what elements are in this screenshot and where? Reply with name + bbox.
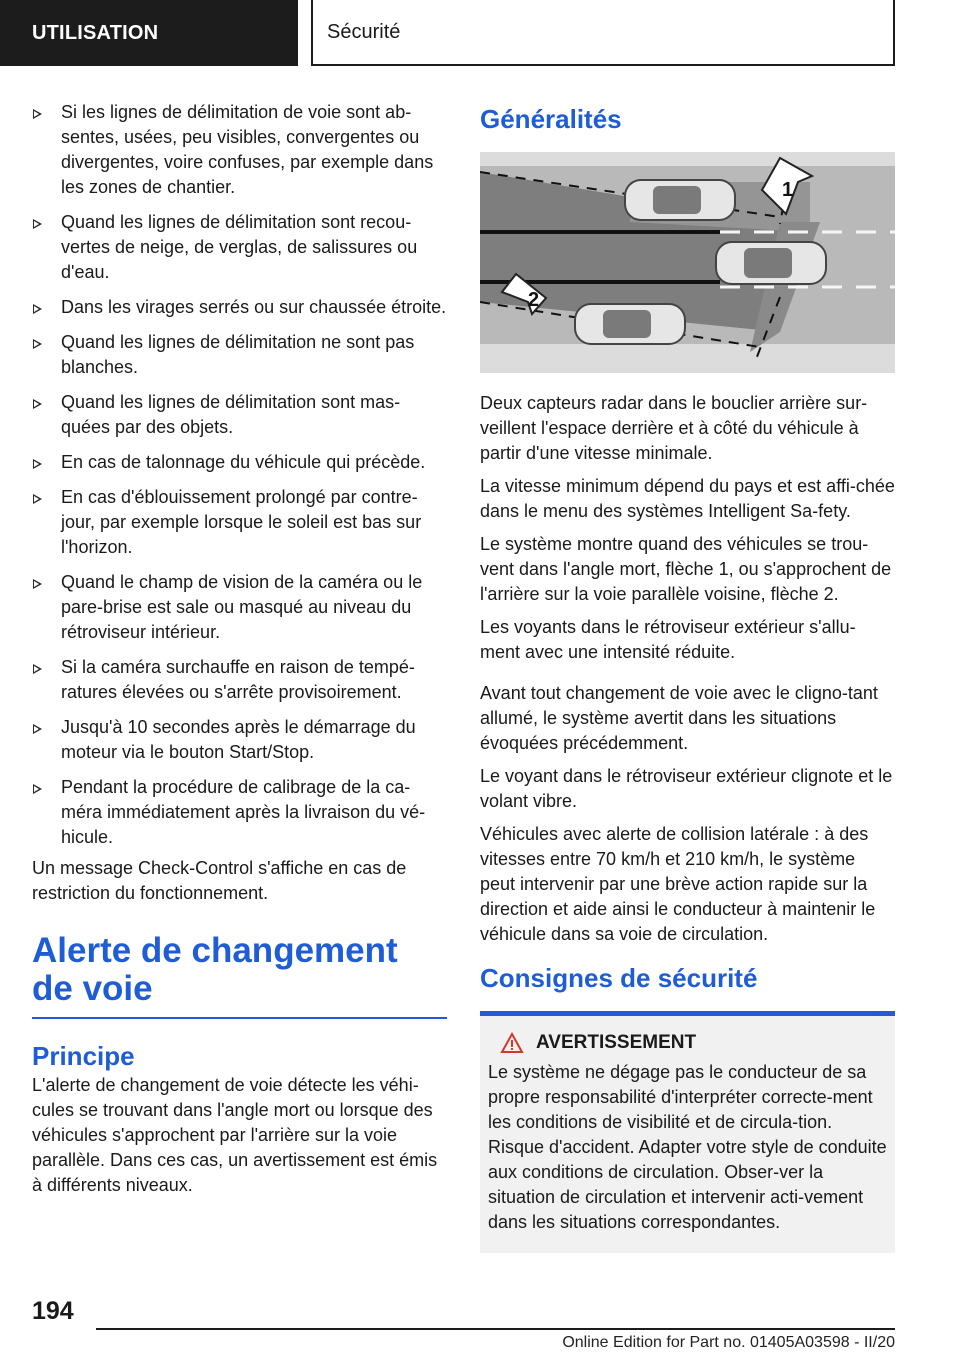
list-item: Quand les lignes de délimitation ne sont pas blanches.	[32, 330, 447, 380]
arrow-2-label: 2	[528, 289, 540, 311]
list-item: Si la caméra surchauffe en raison de tempé-ratures élevées ou s'arrête provisoirement.	[32, 655, 447, 705]
paragraph: Avant tout changement de voie avec le cligno-tant allumé, le système avertit dans les situations évoquées précédemment.	[480, 683, 878, 753]
subheading-generalites: Généralités	[480, 104, 622, 134]
warning-text: Le système ne dégage pas le conducteur de sa propre responsabilité d'interpréter correcte-ment les conditions de visibilité et de circula-tion. Risque d'accident. Adapter votre style de conduite aux conditions de circulation. Obser-ver la situation de circulation et intervenir acti-vement dans les situations correspondantes.	[488, 1062, 887, 1232]
road-diagram	[480, 152, 895, 373]
bullet-triangle-icon	[33, 459, 42, 469]
left-column	[32, 100, 447, 1206]
paragraph: Les voyants dans le rétroviseur extérieur s'allu-ment avec une intensité réduite.	[480, 617, 856, 662]
subheading-principe: Principe	[32, 1041, 135, 1071]
limitation-list	[32, 100, 447, 850]
warning-box	[480, 1016, 895, 1253]
page-header	[0, 0, 960, 66]
page-number: 194	[32, 1297, 74, 1325]
warning-title: AVERTISSEMENT	[536, 1032, 697, 1053]
principe-text: L'alerte de changement de voie détecte les véhi-cules se trouvant dans l'angle mort ou lorsque des véhicules s'approchent par l'arrière sur la voie parallèle. Dans ces cas, un avertissement est émis à différents niveaux.	[32, 1075, 438, 1195]
paragraph: Le voyant dans le rétroviseur extérieur clignote et le volant vibre.	[480, 766, 893, 811]
bullet-triangle-icon	[33, 399, 42, 409]
warning-triangle-icon	[500, 1032, 524, 1054]
warning-header	[488, 1030, 887, 1056]
list-item: Dans les virages serrés ou sur chaussée étroite.	[32, 295, 447, 320]
section-tab[interactable]: UTILISATION	[0, 0, 298, 66]
bullet-triangle-icon	[33, 109, 42, 119]
list-item: En cas de talonnage du véhicule qui précède.	[32, 450, 447, 475]
right-column	[480, 100, 895, 1253]
list-item: Quand les lignes de délimitation sont mas-quées par des objets.	[32, 390, 447, 440]
list-item: Si les lignes de délimitation de voie sont ab-sentes, usées, peu visibles, convergentes ou divergentes, voire confuses, par exemple dans les zones de chantier.	[32, 100, 447, 200]
car-approaching	[575, 304, 685, 344]
list-item: En cas d'éblouissement prolongé par contre-jour, par exemple lorsque le soleil est bas sur l'horizon.	[32, 485, 447, 560]
car-blind-spot	[625, 180, 735, 220]
bullet-triangle-icon	[33, 304, 42, 314]
lane-change-illustration	[480, 152, 895, 373]
paragraph: Véhicules avec alerte de collision latérale : à des vitesses entre 70 km/h et 210 km/h, le système peut intervenir par une brève action rapide sur la direction et aide ainsi le conducteur à maintenir le véhicule dans sa voie de circulation.	[480, 824, 876, 944]
bullet-triangle-icon	[33, 579, 42, 589]
paragraph: Deux capteurs radar dans le bouclier arrière sur-veillent l'espace derrière et à côté du véhicule à partir d'une vitesse minimale.	[480, 393, 868, 463]
car-own	[716, 242, 826, 284]
bullet-triangle-icon	[33, 664, 42, 674]
arrow-1-label: 1	[782, 179, 794, 201]
list-item: Jusqu'à 10 secondes après le démarrage du moteur via le bouton Start/Stop.	[32, 715, 447, 765]
chapter-tab[interactable]: Sécurité	[311, 0, 895, 66]
subheading-consignes: Consignes de sécurité	[480, 963, 895, 1016]
edition-note: Online Edition for Part no. 01405A03598 - II/20	[562, 1334, 895, 1351]
list-item: Quand le champ de vision de la caméra ou le pare-brise est sale ou masqué au niveau du rétroviseur intérieur.	[32, 570, 447, 645]
bullet-triangle-icon	[33, 784, 42, 794]
bullet-triangle-icon	[33, 494, 42, 504]
bullet-triangle-icon	[33, 339, 42, 349]
paragraph: Le système montre quand des véhicules se trou-vent dans l'angle mort, flèche 1, ou s'approchent de l'arrière sur la voie parallèle voisine, flèche 2.	[480, 534, 892, 604]
bullet-triangle-icon	[33, 219, 42, 229]
footer-divider	[96, 1328, 895, 1330]
list-item: Quand les lignes de délimitation sont recou-vertes de neige, de verglas, de salissures ou d'eau.	[32, 210, 447, 285]
list-item: Pendant la procédure de calibrage de la ca-méra immédiatement après la livraison du vé-hicule.	[32, 775, 447, 850]
bullet-triangle-icon	[33, 724, 42, 734]
paragraph: La vitesse minimum dépend du pays et est affi-chée dans le menu des systèmes Intelligent Sa-fety.	[480, 476, 895, 521]
check-control-note: Un message Check-Control s'affiche en cas de restriction du fonctionnement.	[32, 858, 407, 903]
section-heading-lane-change: Alerte de changement de voie	[32, 932, 447, 1019]
